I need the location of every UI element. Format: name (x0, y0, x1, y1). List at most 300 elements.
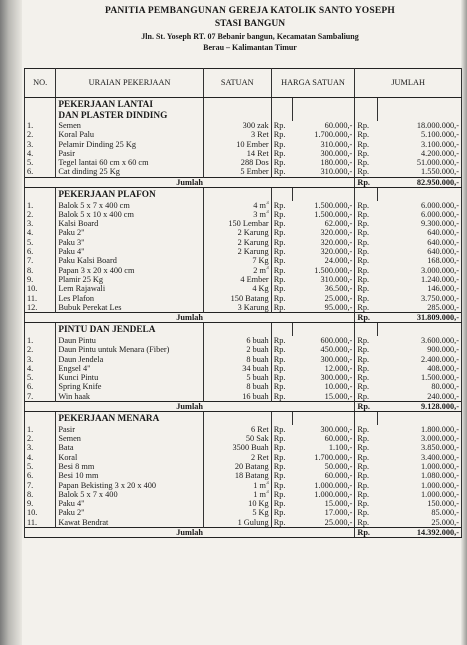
item-unit (203, 508, 271, 517)
item-amount: 18.000.000,- (378, 121, 462, 130)
item-amount: 1.500.000,- (378, 373, 462, 382)
empty-cell (292, 98, 355, 111)
section-title: PINTU DAN JENDELA (56, 323, 203, 336)
section-total-label: Jumlah (25, 177, 355, 187)
item-unit-text: 6 Ret (250, 424, 269, 434)
doc-subtitle: STASI BANGUN (214, 19, 286, 29)
item-unit-price: 25.000,- (292, 294, 355, 303)
item-unit (203, 499, 271, 508)
currency-label: Rp. (355, 425, 378, 434)
currency-label: Rp. (355, 303, 378, 313)
empty-cell (378, 323, 462, 336)
currency-label: Rp. (271, 167, 292, 177)
doc-address: Jln. St. Yoseph RT. 07 Bebanir bangun, Kecamatan Sambaliung (141, 32, 359, 41)
item-amount: 150.000,- (378, 499, 462, 508)
item-unit-text: 150 Batang (230, 293, 269, 303)
table-row (25, 355, 462, 364)
item-description: Cat dinding 25 Kg (56, 167, 203, 177)
item-unit (203, 481, 271, 490)
empty-cell (271, 412, 292, 425)
item-unit-price: 310.000,- (292, 167, 355, 177)
item-unit-price: 1.500.000,- (292, 266, 355, 275)
cost-table (24, 68, 462, 538)
empty-cell (355, 412, 378, 425)
item-description: Daun Jendela (56, 355, 203, 364)
item-unit-price: 300.000,- (292, 149, 355, 158)
item-unit-text: 5 Kg (252, 508, 269, 518)
item-unit (203, 130, 271, 139)
currency-label: Rp. (355, 158, 378, 167)
currency-label: Rp. (271, 219, 292, 228)
item-description: Balok 5 x 7 x 400 cm (56, 201, 203, 210)
item-unit-exponent: 3 (265, 209, 269, 216)
item-amount: 6.000.000,- (378, 210, 462, 219)
item-amount: 640.000,- (378, 228, 462, 237)
section-title-row (25, 323, 462, 336)
item-amount: 9.300.000,- (378, 219, 462, 228)
item-number: 11. (25, 294, 56, 303)
table-row (25, 149, 462, 158)
table-row (25, 490, 462, 499)
currency-label: Rp. (271, 499, 292, 508)
item-unit (203, 121, 271, 130)
item-unit-price: 300.000,- (292, 373, 355, 382)
item-unit (203, 284, 271, 293)
item-unit (203, 490, 271, 499)
item-number: 9. (25, 499, 56, 508)
currency-label: Rp. (271, 471, 292, 480)
item-unit (203, 219, 271, 228)
item-unit-price: 310.000,- (292, 275, 355, 284)
item-number: 10. (25, 508, 56, 517)
section-title-row (25, 98, 462, 111)
item-unit (203, 373, 271, 382)
table-row (25, 382, 462, 391)
item-description: Koral Palu (56, 130, 203, 139)
item-unit-text: 2 buah (246, 345, 269, 355)
empty-cell (271, 111, 292, 122)
empty-cell (203, 98, 271, 111)
item-unit (203, 210, 271, 219)
item-unit-text: 4 m (253, 200, 266, 210)
table-row (25, 453, 462, 462)
item-unit-price: 320.000,- (292, 228, 355, 237)
item-unit-price: 1.700.000,- (292, 130, 355, 139)
item-description: Paku Kalsi Board (56, 256, 203, 265)
item-unit-price: 60.000,- (292, 434, 355, 443)
item-unit-text: 2 Karung (237, 247, 269, 257)
section-title: DAN PLASTER DINDING (56, 111, 203, 122)
item-number: 3. (25, 355, 56, 364)
item-amount: 1.000.000,- (378, 481, 462, 490)
empty-cell (355, 111, 378, 122)
currency-label: Rp. (271, 373, 292, 382)
section-title-row (25, 188, 462, 201)
item-unit (203, 518, 271, 528)
currency-label: Rp. (355, 528, 378, 538)
item-amount: 3.850.000,- (378, 443, 462, 452)
empty-cell (271, 188, 292, 201)
currency-label: Rp. (355, 462, 378, 471)
doc-title: PANITIA PEMBANGUNAN GEREJA KATOLIK SANTO YOSEPH (105, 6, 395, 16)
item-unit-price: 24.000,- (292, 256, 355, 265)
item-unit (203, 266, 271, 275)
item-amount: 240.000,- (378, 392, 462, 402)
currency-label: Rp. (355, 284, 378, 293)
item-unit-text: 18 Batang (234, 471, 269, 481)
no-cell (25, 412, 56, 425)
empty-cell (203, 412, 271, 425)
table-row (25, 140, 462, 149)
item-amount: 1.080.000,- (378, 471, 462, 480)
empty-cell (292, 111, 355, 122)
item-unit-text: 6 buah (246, 335, 269, 345)
empty-cell (271, 323, 292, 336)
currency-label: Rp. (271, 434, 292, 443)
item-unit (203, 336, 271, 345)
col-header-satuan: SATUAN (203, 69, 271, 98)
item-unit-price: 60.000,- (292, 471, 355, 480)
item-description: Win haak (56, 392, 203, 402)
item-number: 2. (25, 434, 56, 443)
currency-label: Rp. (355, 518, 378, 528)
currency-label: Rp. (271, 158, 292, 167)
item-unit-text: 288 Dos (240, 158, 269, 168)
currency-label: Rp. (355, 355, 378, 364)
item-number: 3. (25, 443, 56, 452)
item-amount: 51.000.000,- (378, 158, 462, 167)
item-description: Paku 2" (56, 508, 203, 517)
item-unit-exponent: 3 (265, 489, 269, 496)
item-unit-text: 2 m (253, 265, 266, 275)
item-amount: 3.100.000,- (378, 140, 462, 149)
item-number: 1. (25, 425, 56, 434)
no-cell (25, 323, 56, 336)
currency-label: Rp. (271, 294, 292, 303)
table-row (25, 275, 462, 284)
item-unit-text: 50 Sak (245, 434, 269, 444)
col-header-uraian: URAIAN PEKERJAAN (56, 69, 203, 98)
currency-label: Rp. (355, 481, 378, 490)
section-total-amount: 14.392.000,- (378, 528, 462, 538)
empty-cell (203, 188, 271, 201)
empty-cell (355, 98, 378, 111)
table-row (25, 443, 462, 452)
item-description: Besi 8 mm (56, 462, 203, 471)
item-unit-text: 3 Karung (237, 302, 269, 312)
item-unit (203, 471, 271, 480)
currency-label: Rp. (355, 471, 378, 480)
table-row (25, 499, 462, 508)
currency-label: Rp. (271, 336, 292, 345)
item-unit-text: 10 Ember (236, 139, 269, 149)
empty-cell (292, 323, 355, 336)
item-unit-text: 7 Kg (252, 256, 269, 266)
item-description: Papan 3 x 20 x 400 cm (56, 266, 203, 275)
currency-label: Rp. (355, 336, 378, 345)
item-unit-text: 8 buah (246, 382, 269, 392)
item-unit-price: 1.000.000,- (292, 481, 355, 490)
item-number: 7. (25, 392, 56, 402)
table-row (25, 434, 462, 443)
item-unit-price: 15.000,- (292, 392, 355, 402)
currency-label: Rp. (271, 130, 292, 139)
currency-label: Rp. (271, 443, 292, 452)
item-unit-price: 50.000,- (292, 462, 355, 471)
item-unit-text: 300 zak (242, 121, 269, 130)
table-row (25, 121, 462, 130)
binding-shadow (0, 0, 22, 645)
item-number: 3. (25, 140, 56, 149)
empty-cell (355, 323, 378, 336)
item-unit-text: 150 Lembar (228, 219, 269, 229)
table-row (25, 158, 462, 167)
currency-label: Rp. (355, 508, 378, 517)
empty-cell (203, 111, 271, 122)
item-amount: 6.000.000,- (378, 201, 462, 210)
table-row (25, 345, 462, 354)
empty-cell (271, 98, 292, 111)
col-header-harga: HARGA SATUAN (271, 69, 355, 98)
item-unit-price: 300.000,- (292, 355, 355, 364)
section-title: PEKERJAAN LANTAI (56, 98, 203, 111)
empty-cell (378, 412, 462, 425)
item-description: Kawat Bendrat (56, 518, 203, 528)
item-description: Paku 2" (56, 228, 203, 237)
table-row (25, 238, 462, 247)
item-description: Balok 5 x 7 x 400 (56, 490, 203, 499)
item-unit (203, 462, 271, 471)
section-title-row (25, 412, 462, 425)
item-unit-price: 25.000,- (292, 518, 355, 528)
currency-label: Rp. (271, 392, 292, 402)
item-description: Daun Pintu (56, 336, 203, 345)
item-number: 6. (25, 382, 56, 391)
currency-label: Rp. (271, 210, 292, 219)
item-number: 7. (25, 481, 56, 490)
item-amount: 5.100.000,- (378, 130, 462, 139)
currency-label: Rp. (355, 130, 378, 139)
currency-label: Rp. (355, 434, 378, 443)
col-header-no: NO. (25, 69, 56, 98)
item-unit (203, 425, 271, 434)
item-number: 4. (25, 149, 56, 158)
item-unit (203, 294, 271, 303)
item-amount: 3.000.000,- (378, 266, 462, 275)
item-unit (203, 247, 271, 256)
item-number: 5. (25, 238, 56, 247)
item-unit-text: 16 buah (242, 391, 269, 401)
currency-label: Rp. (355, 364, 378, 373)
item-unit (203, 158, 271, 167)
currency-label: Rp. (271, 303, 292, 313)
item-unit (203, 382, 271, 391)
currency-label: Rp. (355, 402, 378, 412)
item-unit (203, 238, 271, 247)
item-amount: 168.000,- (378, 256, 462, 265)
item-unit-text: 8 buah (246, 354, 269, 364)
item-amount: 146.000,- (378, 284, 462, 293)
item-description: Engsel 4" (56, 364, 203, 373)
item-unit-price: 10.000,- (292, 382, 355, 391)
item-unit (203, 140, 271, 149)
table-row (25, 481, 462, 490)
currency-label: Rp. (355, 453, 378, 462)
item-description: Daun Pintu untuk Menara (Fiber) (56, 345, 203, 354)
currency-label: Rp. (355, 443, 378, 452)
item-amount: 3.600.000,- (378, 336, 462, 345)
item-number: 6. (25, 167, 56, 177)
item-description: Paku 4" (56, 499, 203, 508)
table-row (25, 518, 462, 528)
table-row (25, 392, 462, 402)
currency-label: Rp. (355, 275, 378, 284)
item-unit-text: 34 buah (242, 363, 269, 373)
item-unit-price: 1.500.000,- (292, 201, 355, 210)
currency-label: Rp. (271, 266, 292, 275)
item-amount: 2.400.000,- (378, 355, 462, 364)
empty-cell (355, 188, 378, 201)
table-row (25, 425, 462, 434)
item-description: Tegel lantai 60 cm x 60 cm (56, 158, 203, 167)
currency-label: Rp. (271, 201, 292, 210)
item-description: Lem Rajawali (56, 284, 203, 293)
item-unit-exponent: 3 (265, 480, 269, 486)
item-number: 1. (25, 336, 56, 345)
col-header-jumlah: JUMLAH (355, 69, 462, 98)
item-amount: 1.000.000,- (378, 490, 462, 499)
section-total-label: Jumlah (25, 402, 355, 412)
item-unit (203, 201, 271, 210)
currency-label: Rp. (271, 140, 292, 149)
item-number: 1. (25, 121, 56, 130)
table-row (25, 201, 462, 210)
item-description: Pasir (56, 149, 203, 158)
item-unit (203, 167, 271, 177)
empty-cell (378, 98, 462, 111)
currency-label: Rp. (355, 228, 378, 237)
currency-label: Rp. (271, 284, 292, 293)
item-unit-price: 95.000,- (292, 303, 355, 313)
currency-label: Rp. (355, 382, 378, 391)
item-unit-text: 20 Batang (234, 462, 269, 471)
currency-label: Rp. (271, 121, 292, 130)
item-unit-price: 450.000,- (292, 345, 355, 354)
item-unit (203, 256, 271, 265)
item-description: Bubuk Perekat Les (56, 303, 203, 313)
item-unit-price: 320.000,- (292, 238, 355, 247)
item-unit-text: 1 m (253, 480, 266, 490)
item-description: Besi 10 mm (56, 471, 203, 480)
item-amount: 1.550.000,- (378, 167, 462, 177)
item-amount: 3.000.000,- (378, 434, 462, 443)
item-unit-price: 300.000,- (292, 425, 355, 434)
item-number: 7. (25, 256, 56, 265)
item-number: 2. (25, 210, 56, 219)
item-number: 5. (25, 462, 56, 471)
table-row (25, 247, 462, 256)
currency-label: Rp. (355, 238, 378, 247)
item-unit-price: 1.000.000,- (292, 490, 355, 499)
table-row (25, 294, 462, 303)
table-row (25, 471, 462, 480)
item-unit (203, 443, 271, 452)
item-unit-price: 1.100,- (292, 443, 355, 452)
section-title: PEKERJAAN MENARA (56, 412, 203, 425)
item-number: 8. (25, 490, 56, 499)
item-description: Papan Bekisting 3 x 20 x 400 (56, 481, 203, 490)
item-unit-text: 4 Ember (240, 274, 269, 284)
item-unit (203, 149, 271, 158)
item-unit-price: 12.000,- (292, 364, 355, 373)
item-description: Koral (56, 453, 203, 462)
currency-label: Rp. (271, 425, 292, 434)
item-amount: 900.000,- (378, 345, 462, 354)
item-number: 2. (25, 345, 56, 354)
currency-label: Rp. (355, 140, 378, 149)
table-row (25, 284, 462, 293)
item-amount: 408.000,- (378, 364, 462, 373)
item-amount: 640.000,- (378, 247, 462, 256)
item-unit-text: 2 Karung (237, 237, 269, 247)
item-amount: 1.800.000,- (378, 425, 462, 434)
item-amount: 285.000,- (378, 303, 462, 313)
section-total-amount: 31.809.000,- (378, 313, 462, 323)
currency-label: Rp. (355, 121, 378, 130)
item-number: 4. (25, 453, 56, 462)
item-amount: 4.200.000,- (378, 149, 462, 158)
empty-cell (292, 188, 355, 201)
currency-label: Rp. (355, 294, 378, 303)
section-title: PEKERJAAN PLAFON (56, 188, 203, 201)
item-amount: 25.000,- (378, 518, 462, 528)
table-row (25, 364, 462, 373)
item-number: 11. (25, 518, 56, 528)
table-row (25, 219, 462, 228)
table-row (25, 167, 462, 177)
item-description: Les Plafon (56, 294, 203, 303)
currency-label: Rp. (271, 247, 292, 256)
item-amount: 85.000,- (378, 508, 462, 517)
item-unit-price: 36.500,- (292, 284, 355, 293)
currency-label: Rp. (355, 201, 378, 210)
item-unit-price: 320.000,- (292, 247, 355, 256)
item-number: 2. (25, 130, 56, 139)
currency-label: Rp. (271, 508, 292, 517)
item-unit-price: 310.000,- (292, 140, 355, 149)
item-unit (203, 453, 271, 462)
currency-label: Rp. (355, 247, 378, 256)
item-description: Pasir (56, 425, 203, 434)
item-unit (203, 392, 271, 402)
item-unit-text: 3 m (253, 209, 266, 219)
item-unit-text: 5 Ember (240, 167, 269, 177)
item-unit-price: 1.700.000,- (292, 453, 355, 462)
no-cell (25, 98, 56, 111)
item-description: Spring Knife (56, 382, 203, 391)
item-unit-price: 1.500.000,- (292, 210, 355, 219)
item-number: 8. (25, 266, 56, 275)
item-unit-text: 10 Kg (248, 499, 269, 509)
empty-cell (378, 188, 462, 201)
item-description: Pelamir Dinding 25 Kg (56, 140, 203, 149)
item-unit (203, 355, 271, 364)
currency-label: Rp. (355, 345, 378, 354)
item-unit-text: 14 Ret (246, 148, 269, 158)
item-unit-price: 17.000,- (292, 508, 355, 517)
currency-label: Rp. (355, 210, 378, 219)
item-amount: 3.400.000,- (378, 453, 462, 462)
